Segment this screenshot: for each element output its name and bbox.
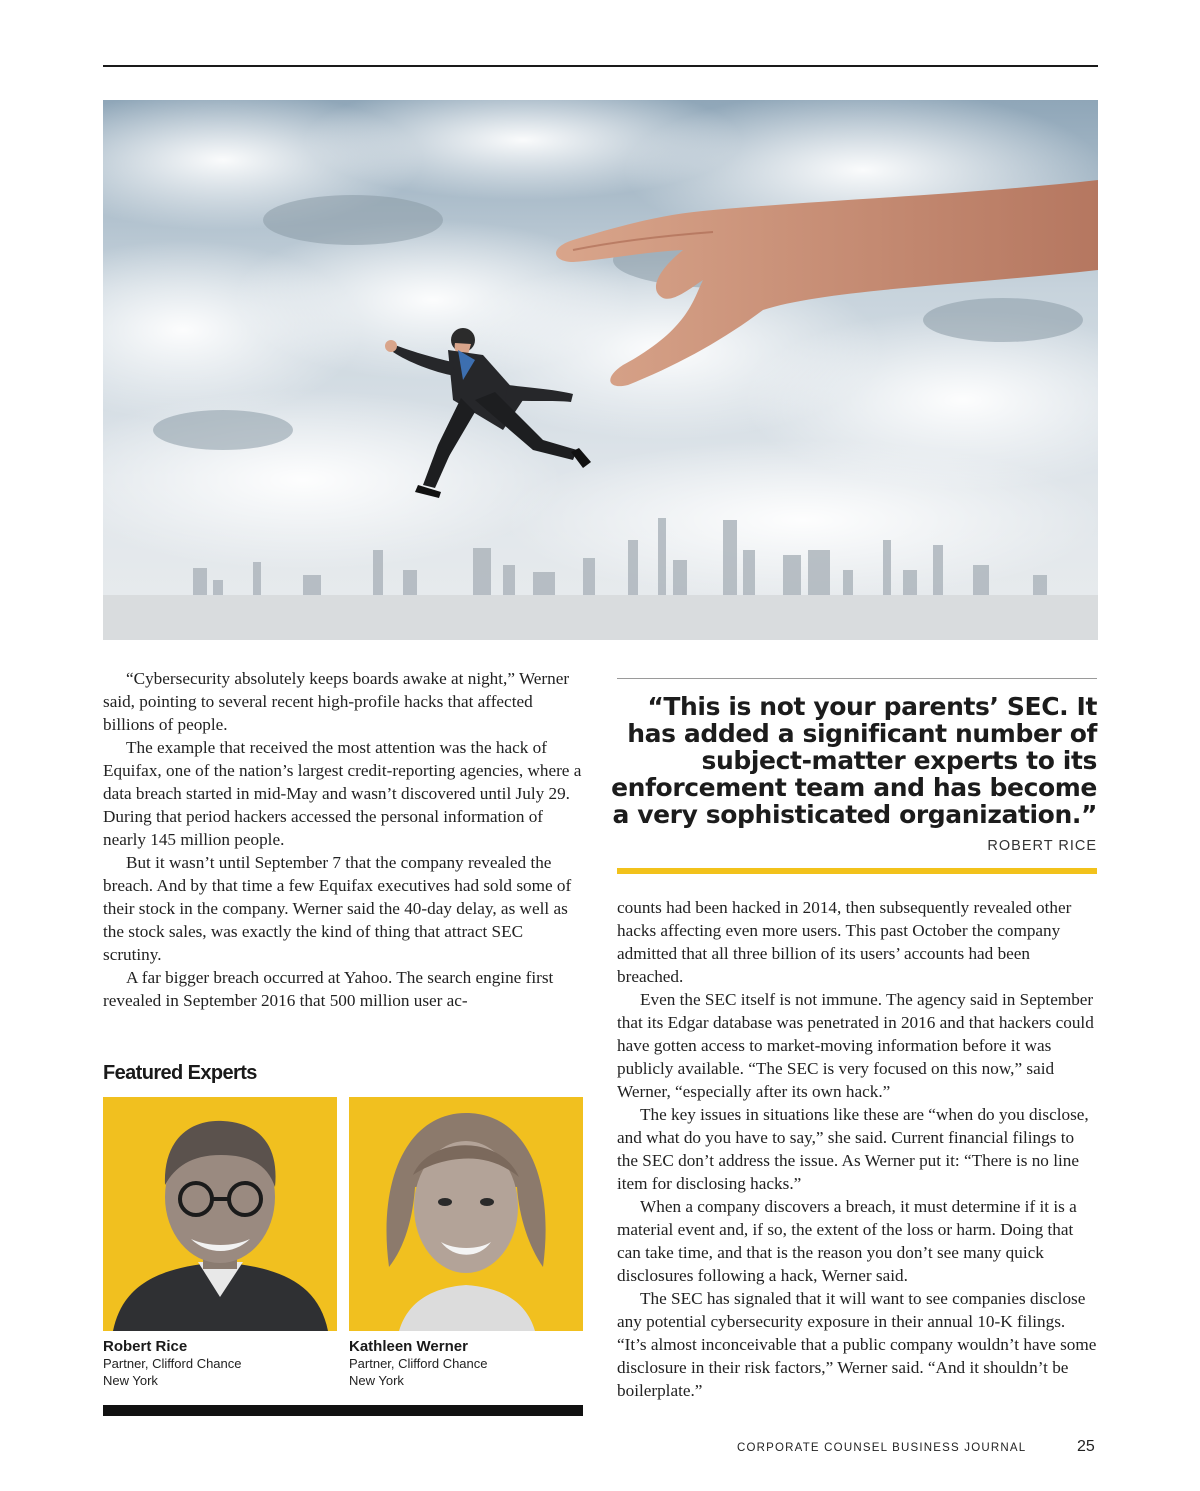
article-paragraph: The example that received the most attention was the hack of Equifax, one of the nation’s largest credit-reporting agencies, where a data breach started in mid-May and wasn’t discovered until July 29. During that period hackers accessed the personal information of nearly 145 million people. [103,738,582,849]
article-paragraph: counts had been hacked in 2014, then subsequently revealed other hacks affecting even more users. This past October the company admitted that all three billion of its users’ accounts had been breached. [617,898,1072,986]
article-paragraph: But it wasn’t until September 7 that the company revealed the breach. And by that time a few Equifax executives had sold some of their stock in the company. Werner said the 40-day delay, as well as the stock sales, was exactly the kind of thing that attract SEC scrutiny. [103,853,572,964]
expert-title: Partner, Clifford Chance [103,1356,242,1371]
article-paragraph: When a company discovers a breach, it must determine if it is a material event and, if so, the extent of the loss or harm. Doing that can take time, and that is the reason you don’t see many quick disclosures following a hack, Werner said. [617,1197,1077,1285]
top-rule [103,65,1098,67]
article-paragraph: A far bigger breach occurred at Yahoo. The search engine first revealed in September 2016 that 500 million user ac- [103,968,554,1010]
pull-quote: “This is not your parents’ SEC. It has added a significant number of subject-matter experts to its enforcement team and has become a very sophisticated organization.” [611,692,1097,829]
expert-photo [103,1097,337,1331]
expert-location: New York [349,1373,404,1388]
page-number: 25 [1077,1438,1095,1455]
pull-quote-attribution: ROBERT RICE [987,838,1097,854]
expert-title: Partner, Clifford Chance [349,1356,488,1371]
expert-name: Kathleen Werner [349,1338,468,1355]
article-paragraph: “Cybersecurity absolutely keeps boards awake at night,” Werner said, pointing to several recent high-profile hacks that affected billions of people. [103,669,570,734]
pull-quote-accent-rule [617,868,1097,874]
footer-publication-name: CORPORATE COUNSEL BUSINESS JOURNAL [737,1442,1027,1454]
expert-name: Robert Rice [103,1338,188,1355]
article-right-column [617,896,1097,1402]
featured-experts-heading: Featured Experts [103,1062,257,1084]
article-paragraph: Even the SEC itself is not immune. The agency said in September that its Edgar database was penetrated in 2016 and that hackers could have gotten access to market-moving information before it was publicly available. “The SEC is very focused on this now,” said Werner, “especially after its own hack.” [617,990,1094,1101]
article-paragraph: The SEC has signaled that it will want to see companies disclose any potential cybersecurity exposure in their annual 10-K filings. “It’s almost inconceivable that a public company wouldn’t have some disclosure in their risk factors,” Werner said. “And it shouldn’t be boilerplate.” [617,1289,1097,1400]
expert-location: New York [103,1373,158,1388]
article-paragraph: The key issues in situations like these are “when do you disclose, and what do you have to say,” she said. Current financial filings to the SEC don’t address the issue. As Werner put it: “There is no line item for disclosing hacks.” [617,1105,1089,1193]
hero-image-businessman-and-giant-hand [103,100,1098,640]
expert-card [349,1097,583,1389]
expert-photo [349,1097,583,1331]
featured-experts-bottom-bar [103,1405,583,1416]
pull-quote-top-rule [617,678,1097,679]
article-left-column [103,667,585,1012]
expert-card [103,1097,337,1389]
